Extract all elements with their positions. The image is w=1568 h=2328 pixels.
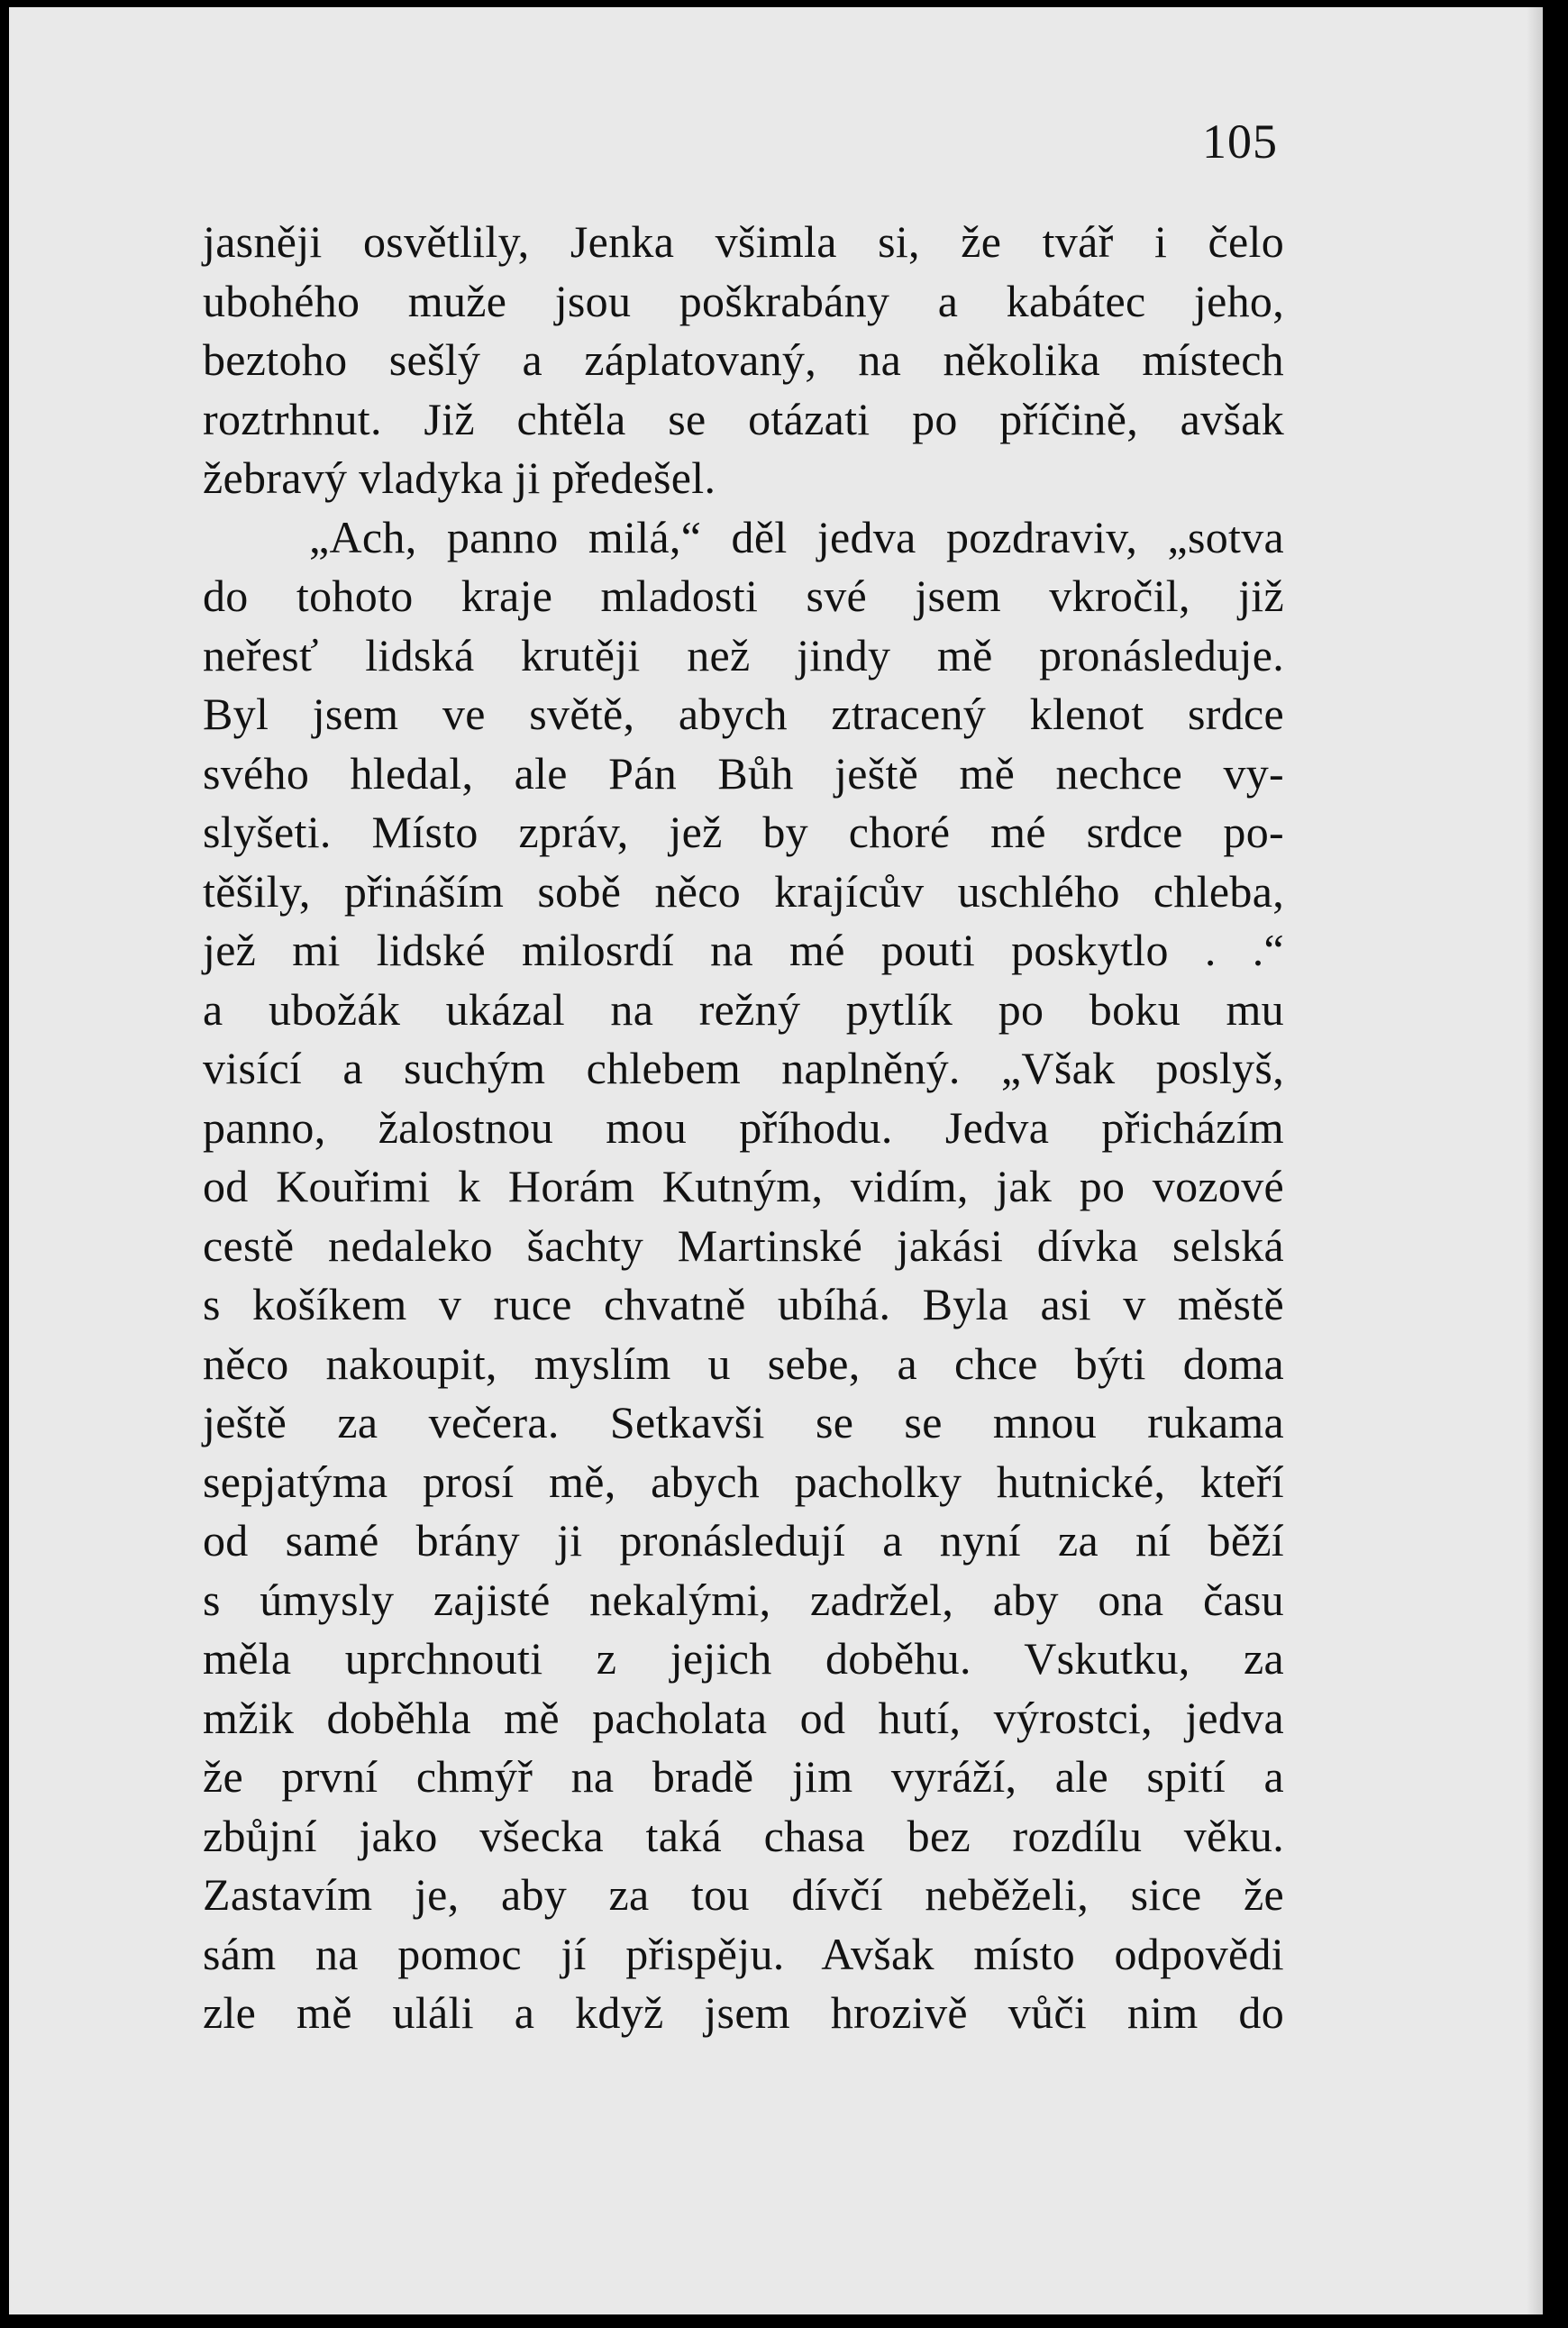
text-line: sám na pomoc jí přispěju. Avšak místo odpovědi: [203, 1928, 1284, 1979]
text-line: s úmysly zajisté nekalými, zadržel, aby ona času: [203, 1574, 1284, 1625]
text-line: jež mi lidské milosrdí na mé pouti poskytlo . .“: [203, 925, 1284, 975]
text-line: svého hledal, ale Pán Bůh ještě mě nechce vy-: [203, 747, 1284, 799]
text-line: ještě za večera. Setkavši se se mnou rukama: [203, 1397, 1284, 1447]
page-number: 105: [1202, 114, 1278, 169]
text-line: něco nakoupit, myslím u sebe, a chce býti doma: [203, 1337, 1284, 1389]
text-line: jasněji osvětlily, Jenka všimla si, že tvář i čelo: [203, 216, 1284, 267]
text-line: žebravý vladyka ji předešel.: [203, 452, 716, 503]
text-line: cestě nedaleko šachty Martinské jakási dívka selská: [203, 1219, 1284, 1271]
book-page: [9, 7, 1543, 2314]
text-line: od samé brány ji pronásledují a nyní za ní běží: [203, 1515, 1284, 1566]
text-line: od Kouřimi k Horám Kutným, vidím, jak po vozové: [203, 1161, 1284, 1211]
text-line: do tohoto kraje mladosti své jsem vkročil, již: [203, 571, 1284, 621]
body-text: [203, 213, 1284, 2043]
text-line: Zastavím je, aby za tou dívčí neběželi, sice že: [203, 1869, 1284, 1920]
text-line: panno, žalostnou mou příhodu. Jedva přicházím: [203, 1101, 1284, 1153]
text-line: roztrhnut. Již chtěla se otázati po příčině, avšak: [203, 393, 1284, 444]
text-line: visící a suchým chlebem naplněný. „Však poslyš,: [203, 1043, 1284, 1093]
text-line: slyšeti. Místo zpráv, jež by choré mé srdce po-: [203, 807, 1284, 857]
page-edge-shadow: [1527, 7, 1543, 2314]
text-line: těšily, přináším sobě něco krajícův uschlého chleba,: [203, 865, 1284, 917]
text-line: mžik doběhla mě pacholata od hutí, výrostci, jedva: [203, 1692, 1284, 1743]
text-line: a ubožák ukázal na režný pytlík po boku mu: [203, 983, 1284, 1035]
text-line: „Ach, panno milá,“ děl jedva pozdraviv, „sotva: [309, 511, 1284, 562]
text-line: zle mě uláli a když jsem hrozivě vůči nim do: [203, 1987, 1284, 2038]
text-line: s košíkem v ruce chvatně ubíhá. Byla asi v městě: [203, 1279, 1284, 1329]
text-line: zbůjní jako všecka taká chasa bez rozdílu věku.: [203, 1810, 1284, 1861]
text-line: beztoho sešlý a záplatovaný, na několika místech: [203, 334, 1284, 385]
text-line: měla uprchnouti z jejich doběhu. Vskutku, za: [203, 1633, 1284, 1684]
text-line: že první chmýř na bradě jim vyráží, ale spití a: [203, 1751, 1284, 1802]
text-line: Byl jsem ve světě, abych ztracený klenot srdce: [203, 689, 1284, 739]
text-line: neřesť lidská krutěji než jindy mě pronásleduje.: [203, 629, 1284, 680]
text-line: sepjatýma prosí mě, abych pacholky hutnické, kteří: [203, 1456, 1284, 1507]
text-line: ubohého muže jsou poškrabány a kabátec jeho,: [203, 275, 1284, 326]
